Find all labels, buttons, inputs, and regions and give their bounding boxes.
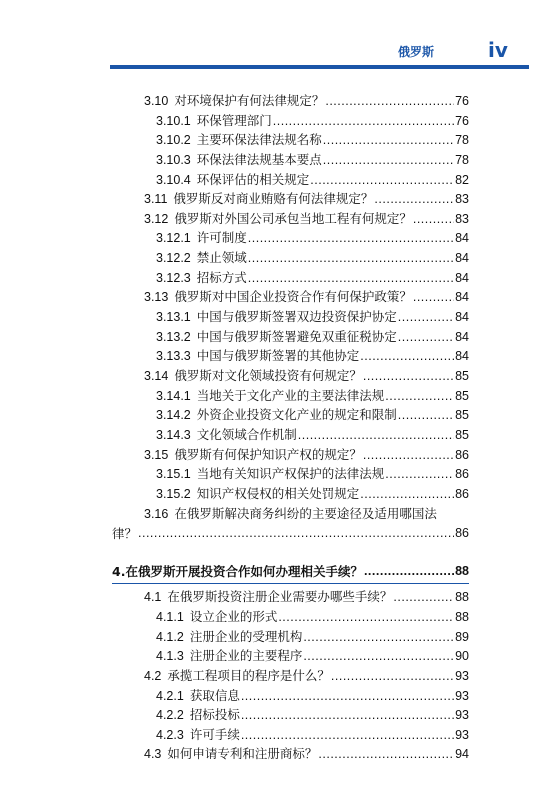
toc-page: 86 bbox=[455, 526, 469, 541]
toc-title: 中国与俄罗斯签署的其他协定 bbox=[196, 348, 360, 364]
leader-dots bbox=[318, 745, 454, 765]
toc-number: 4.2.2 bbox=[156, 708, 184, 723]
header-page-numeral: iv bbox=[488, 38, 508, 62]
toc-entry-4-1-1[interactable] bbox=[112, 608, 469, 628]
toc-entry-3-14-3[interactable] bbox=[112, 426, 469, 446]
leader-dots bbox=[393, 588, 454, 608]
toc-page: 93 bbox=[455, 708, 469, 723]
chapter-rule bbox=[112, 583, 469, 584]
toc-entry-4-3[interactable] bbox=[112, 746, 469, 766]
toc-page: 85 bbox=[455, 427, 469, 442]
leader-dots bbox=[310, 171, 454, 191]
toc-page: 84 bbox=[455, 329, 469, 344]
toc-title: 知识产权侵权的相关处罚规定 bbox=[196, 485, 360, 501]
toc-number: 3.12 bbox=[144, 211, 169, 226]
toc-page: 85 bbox=[455, 408, 469, 423]
leader-dots bbox=[413, 210, 454, 230]
toc-title: 如何申请专利和注册商标？ bbox=[167, 746, 318, 762]
leader-dots bbox=[323, 151, 454, 171]
leader-dots bbox=[374, 190, 454, 210]
leader-dots bbox=[241, 687, 454, 707]
toc-page: 78 bbox=[455, 152, 469, 167]
toc-number: 3.13.3 bbox=[156, 349, 191, 364]
toc-title: 中国与俄罗斯签署避免双重征税协定 bbox=[196, 328, 397, 344]
toc-title: 注册企业的受理机构 bbox=[189, 628, 303, 644]
toc-title: 设立企业的形式 bbox=[189, 609, 278, 624]
leader-dots bbox=[364, 562, 454, 582]
toc-title: 4.在俄罗斯开展投资合作如何办理相关手续？ bbox=[112, 563, 363, 579]
toc-page: 85 bbox=[455, 388, 469, 403]
toc-title: 文化领域合作机制 bbox=[196, 426, 297, 442]
chapter-gap bbox=[112, 544, 469, 562]
toc-page: 88 bbox=[455, 610, 469, 624]
toc-number: 3.10 bbox=[144, 93, 169, 108]
toc-page: 86 bbox=[455, 447, 469, 462]
toc-title: 环保管理部门 bbox=[196, 112, 272, 128]
toc-number: 4.1.3 bbox=[156, 649, 184, 664]
toc-title: 许可手续 bbox=[189, 726, 240, 742]
toc-number: 3.13 bbox=[144, 290, 169, 305]
leader-dots bbox=[385, 387, 454, 407]
toc-entry-3-13-3[interactable] bbox=[112, 347, 469, 367]
header-rule bbox=[110, 65, 529, 69]
toc-page: 82 bbox=[455, 172, 469, 187]
leader-dots bbox=[398, 328, 454, 348]
toc-title: 环保评估的相关规定 bbox=[196, 171, 310, 187]
toc-page: 78 bbox=[455, 133, 469, 148]
toc-number: 3.15.1 bbox=[156, 467, 191, 482]
toc-title: 招标投标 bbox=[189, 707, 240, 723]
leader-dots bbox=[325, 92, 454, 112]
toc-entry-3-12-2[interactable] bbox=[112, 249, 469, 269]
toc-page: 76 bbox=[455, 113, 469, 128]
toc-title: 获取信息 bbox=[189, 687, 240, 703]
toc-entry-3-13-2[interactable] bbox=[112, 328, 469, 348]
toc-number: 3.14 bbox=[144, 368, 169, 383]
leader-dots bbox=[303, 628, 454, 648]
toc-title: 环保法律法规基本要点 bbox=[196, 151, 322, 167]
toc-number: 3.14.2 bbox=[156, 408, 191, 423]
toc-page: 93 bbox=[455, 727, 469, 742]
toc-page: 93 bbox=[455, 668, 469, 683]
toc-page: 84 bbox=[455, 231, 469, 246]
toc-page: 88 bbox=[455, 563, 469, 578]
toc-number: 3.10.2 bbox=[156, 133, 191, 148]
toc-entry-chapter-4[interactable] bbox=[112, 562, 469, 582]
toc-entry-3-10-4[interactable] bbox=[112, 171, 469, 191]
toc-entry-4-1[interactable] bbox=[112, 588, 469, 608]
toc-title: 俄罗斯对中国企业投资合作有何保护政策？ bbox=[174, 289, 412, 305]
toc-entry-3-15-1[interactable] bbox=[112, 465, 469, 485]
toc-title: 当地有关知识产权保护的法律法规 bbox=[196, 466, 385, 482]
toc-entry-3-11[interactable] bbox=[112, 190, 469, 210]
toc-page: 94 bbox=[455, 747, 469, 762]
toc-entry-4-2-2[interactable] bbox=[112, 706, 469, 726]
toc-title: 主要环保法律法规名称 bbox=[196, 132, 322, 148]
toc-entry-4-2-3[interactable] bbox=[112, 726, 469, 746]
toc-entry-3-13[interactable] bbox=[112, 288, 469, 308]
toc-page: 76 bbox=[455, 93, 469, 108]
toc-title: 俄罗斯反对商业贿赂有何法律规定？ bbox=[173, 191, 374, 207]
leader-dots bbox=[385, 465, 454, 485]
toc-page: 84 bbox=[455, 349, 469, 364]
toc-number: 3.15 bbox=[144, 447, 169, 462]
toc-title: 承揽工程项目的程序是什么？ bbox=[167, 667, 330, 683]
toc-title: 中国与俄罗斯签署双边投资保护协定 bbox=[196, 309, 397, 325]
leader-dots bbox=[273, 112, 454, 132]
toc-entry-3-15-2[interactable] bbox=[112, 485, 469, 505]
toc-page: 88 bbox=[455, 590, 469, 605]
toc-title: 俄罗斯对外国公司承包当地工程有何规定？ bbox=[174, 210, 412, 226]
toc-title: 注册企业的主要程序 bbox=[189, 648, 303, 664]
toc-entry-3-12-3[interactable] bbox=[112, 269, 469, 289]
toc-number: 3.13.1 bbox=[156, 310, 191, 325]
toc-number: 3.15.2 bbox=[156, 486, 191, 501]
toc-title: 当地关于文化产业的主要法律法规 bbox=[196, 387, 385, 403]
toc-page: 86 bbox=[455, 467, 469, 482]
toc-entry-3-10[interactable] bbox=[112, 92, 469, 112]
table-of-contents bbox=[112, 92, 469, 765]
toc-number: 3.16 bbox=[144, 507, 169, 522]
toc-entry-3-14[interactable] bbox=[112, 367, 469, 387]
toc-entry-4-1-3[interactable] bbox=[112, 647, 469, 667]
toc-number: 4.1 bbox=[144, 590, 162, 605]
leader-dots bbox=[248, 249, 454, 269]
toc-number: 3.14.1 bbox=[156, 388, 191, 403]
toc-entry-3-13-1[interactable] bbox=[112, 308, 469, 328]
toc-number: 3.14.3 bbox=[156, 427, 191, 442]
toc-number: 3.12.3 bbox=[156, 270, 191, 285]
leader-dots bbox=[138, 524, 454, 544]
leader-dots bbox=[241, 726, 454, 746]
leader-dots bbox=[398, 308, 454, 328]
toc-page: 89 bbox=[455, 629, 469, 644]
toc-page: 93 bbox=[455, 688, 469, 703]
toc-title-line2: 律？ bbox=[112, 526, 138, 542]
toc-page: 85 bbox=[455, 368, 469, 383]
toc-entry-3-16[interactable] bbox=[112, 504, 469, 524]
toc-page: 84 bbox=[455, 290, 469, 305]
toc-entry-4-1-2[interactable] bbox=[112, 628, 469, 648]
toc-number: 3.10.4 bbox=[156, 172, 191, 187]
toc-number: 4.1.2 bbox=[156, 629, 184, 644]
leader-dots bbox=[241, 706, 454, 726]
leader-dots bbox=[248, 229, 454, 249]
toc-title-line1: 在俄罗斯解决商务纠纷的主要途径及适用哪国法 bbox=[174, 506, 437, 522]
toc-entry-3-15[interactable] bbox=[112, 446, 469, 466]
toc-title: 对环境保护有何法律规定？ bbox=[174, 92, 325, 108]
toc-entry-4-2-1[interactable] bbox=[112, 687, 469, 707]
toc-entry-4-2[interactable] bbox=[112, 667, 469, 687]
leader-dots bbox=[331, 667, 454, 687]
toc-number: 3.12.2 bbox=[156, 251, 191, 266]
toc-number: 4.2 bbox=[144, 668, 162, 683]
toc-entry-3-16-continued[interactable] bbox=[112, 524, 469, 544]
toc-page: 90 bbox=[455, 649, 469, 664]
toc-page: 83 bbox=[455, 192, 469, 207]
leader-dots bbox=[363, 367, 454, 387]
toc-title: 许可制度 bbox=[196, 230, 247, 246]
leader-dots bbox=[413, 288, 454, 308]
toc-title: 在俄罗斯投资注册企业需要办哪些手续？ bbox=[167, 589, 393, 605]
toc-page: 84 bbox=[455, 270, 469, 285]
toc-number: 4.3 bbox=[144, 747, 162, 762]
leader-dots bbox=[360, 347, 454, 367]
toc-entry-3-10-1[interactable] bbox=[112, 112, 469, 132]
leader-dots bbox=[278, 608, 454, 628]
toc-page: 84 bbox=[455, 251, 469, 266]
toc-entry-3-14-1[interactable] bbox=[112, 387, 469, 407]
toc-title: 禁止领域 bbox=[196, 250, 247, 266]
toc-entry-3-14-2[interactable] bbox=[112, 406, 469, 426]
leader-dots bbox=[398, 406, 454, 426]
toc-number: 3.13.2 bbox=[156, 329, 191, 344]
toc-number: 4.2.3 bbox=[156, 727, 184, 742]
toc-number: 3.11 bbox=[144, 192, 168, 207]
leader-dots bbox=[360, 485, 454, 505]
toc-entry-3-12-1[interactable] bbox=[112, 229, 469, 249]
toc-entry-3-10-3[interactable] bbox=[112, 151, 469, 171]
leader-dots bbox=[303, 647, 454, 667]
leader-dots bbox=[298, 426, 454, 446]
toc-entry-3-10-2[interactable] bbox=[112, 131, 469, 151]
header-country-label: 俄罗斯 bbox=[398, 45, 435, 59]
toc-page: 83 bbox=[455, 211, 469, 226]
leader-dots bbox=[363, 446, 454, 466]
toc-title: 俄罗斯有何保护知识产权的规定？ bbox=[174, 446, 362, 462]
toc-entry-3-12[interactable] bbox=[112, 210, 469, 230]
toc-number: 4.1.1 bbox=[156, 610, 184, 624]
toc-title: 俄罗斯对文化领域投资有何规定？ bbox=[174, 367, 362, 383]
toc-title: 招标方式 bbox=[196, 269, 247, 285]
toc-number: 3.12.1 bbox=[156, 231, 191, 246]
toc-number: 3.10.1 bbox=[156, 113, 191, 128]
toc-page: 86 bbox=[455, 486, 469, 501]
toc-number: 4.2.1 bbox=[156, 688, 184, 703]
leader-dots bbox=[323, 131, 454, 151]
toc-number: 3.10.3 bbox=[156, 152, 191, 167]
toc-title: 外资企业投资文化产业的规定和限制 bbox=[196, 407, 397, 423]
toc-page: 84 bbox=[455, 310, 469, 325]
leader-dots bbox=[248, 269, 454, 289]
